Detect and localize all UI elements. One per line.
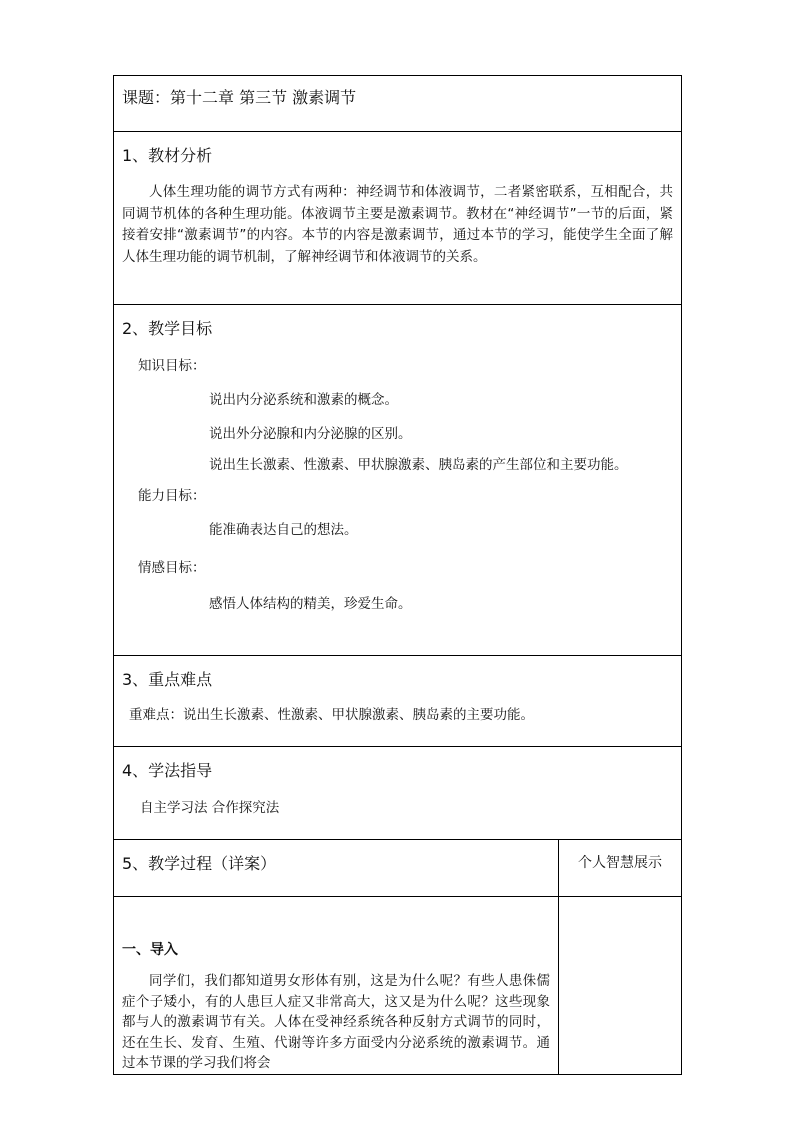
section-process-header-row bbox=[114, 840, 682, 897]
keypoints-text: 重难点：说出生长激素、性激素、甲状腺激素、胰岛素的主要功能。 bbox=[129, 707, 534, 723]
knowledge-item: 说出生长激素、性激素、甲状腺激素、胰岛素的产生部位和主要功能。 bbox=[209, 457, 628, 473]
intro-heading: 一、导入 bbox=[122, 942, 178, 958]
ability-label: 能力目标： bbox=[138, 488, 206, 504]
lesson-plan-table bbox=[113, 75, 682, 1075]
method-text: 自主学习法 合作探究法 bbox=[140, 800, 280, 816]
section-analysis-paragraph: 人体生理功能的调节方式有两种：神经调节和体液调节，二者紧密联系，互相配合，共同调节机体的各种生理功能。体液调节主要是激素调节。教材在“神经调节”一节的后面，紧接着安排“激素调节”的内容。本节的内容是激素调节，通过本节的学习，能使学生全面了解人体生理功能的调节机制，了解神经调节和体液调节的关系。 bbox=[122, 184, 673, 265]
section-keypoints-heading: 3、重点难点 bbox=[122, 670, 213, 689]
section-analysis-heading: 1、教材分析 bbox=[122, 146, 213, 165]
section-objectives-heading: 2、教学目标 bbox=[122, 319, 213, 338]
personal-wisdom-cell bbox=[559, 897, 682, 1075]
section-method-heading: 4、学法指导 bbox=[122, 761, 213, 780]
emotion-label: 情感目标： bbox=[138, 560, 206, 576]
lesson-title: 课题：第十二章 第三节 激素调节 bbox=[114, 76, 682, 132]
intro-paragraph: 同学们，我们都知道男女形体有别，这是为什么呢？有些人患侏儒症个子矮小，有的人患巨人症又非常高大，这又是为什么呢？这些现象都与人的激素调节有关。人体在受神经系统各种反射方式调节的同时，还在生长、发育、生殖、代谢等许多方面受内分泌系统的激素调节。通过本节课的学习我们将会 bbox=[122, 973, 550, 1071]
section-method-row bbox=[114, 747, 682, 840]
section-objectives-row bbox=[114, 305, 682, 656]
knowledge-item: 说出内分泌系统和激素的概念。 bbox=[209, 392, 398, 408]
emotion-item: 感悟人体结构的精美，珍爱生命。 bbox=[209, 596, 412, 612]
knowledge-label: 知识目标： bbox=[138, 358, 206, 374]
personal-wisdom-heading: 个人智慧展示 bbox=[559, 840, 682, 897]
knowledge-item: 说出外分泌腺和内分泌腺的区别。 bbox=[209, 426, 412, 442]
section-process-body-row bbox=[114, 897, 682, 1075]
section-keypoints-row bbox=[114, 656, 682, 747]
ability-item: 能准确表达自己的想法。 bbox=[209, 522, 358, 538]
section-analysis-row bbox=[114, 132, 682, 305]
section-process-heading: 5、教学过程（详案） bbox=[122, 854, 277, 873]
title-row bbox=[114, 76, 682, 132]
